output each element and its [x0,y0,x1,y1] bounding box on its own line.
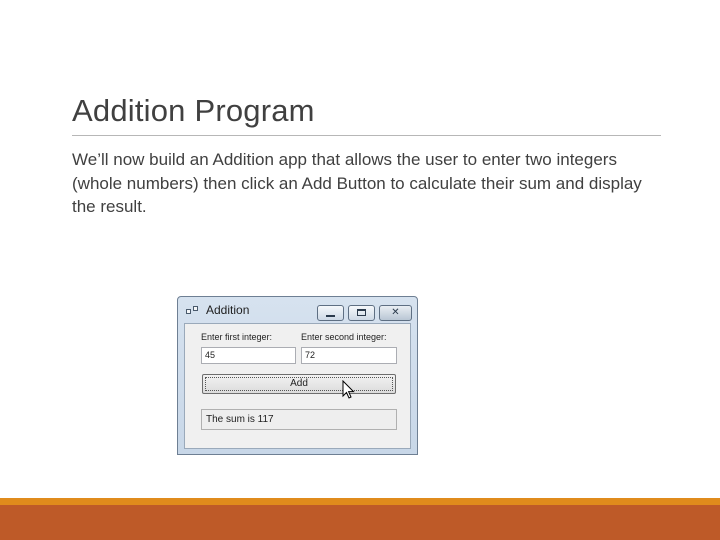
add-button[interactable] [202,374,396,394]
window-client-area [184,323,411,449]
focus-rectangle [205,377,393,391]
app-icon [186,306,200,316]
window-titlebar[interactable] [178,297,417,323]
first-integer-input[interactable]: 45 [201,347,296,364]
first-integer-label: Enter first integer: [201,332,273,342]
maximize-icon [357,309,366,316]
mouse-cursor-icon [342,380,356,400]
title-divider [72,135,661,136]
minimize-icon [326,315,335,317]
second-integer-input[interactable]: 72 [301,347,397,364]
add-button-label: Add [290,378,308,389]
sum-result-label: The sum is 117 [201,409,397,430]
second-integer-label: Enter second integer: [301,332,387,342]
footer-band [0,505,720,540]
addition-window [177,296,418,455]
minimize-button[interactable] [317,305,344,321]
close-icon: ✕ [391,307,400,318]
window-title: Addition [206,303,250,317]
footer-accent-stripe [0,498,720,505]
close-button[interactable] [379,305,412,321]
slide-title: Addition Program [72,93,315,128]
slide-body-text: We’ll now build an Addition app that allows the user to enter two integers (whole numbers) then click an Add Button to calculate their sum and display the result. [72,150,642,216]
maximize-button[interactable] [348,305,375,321]
